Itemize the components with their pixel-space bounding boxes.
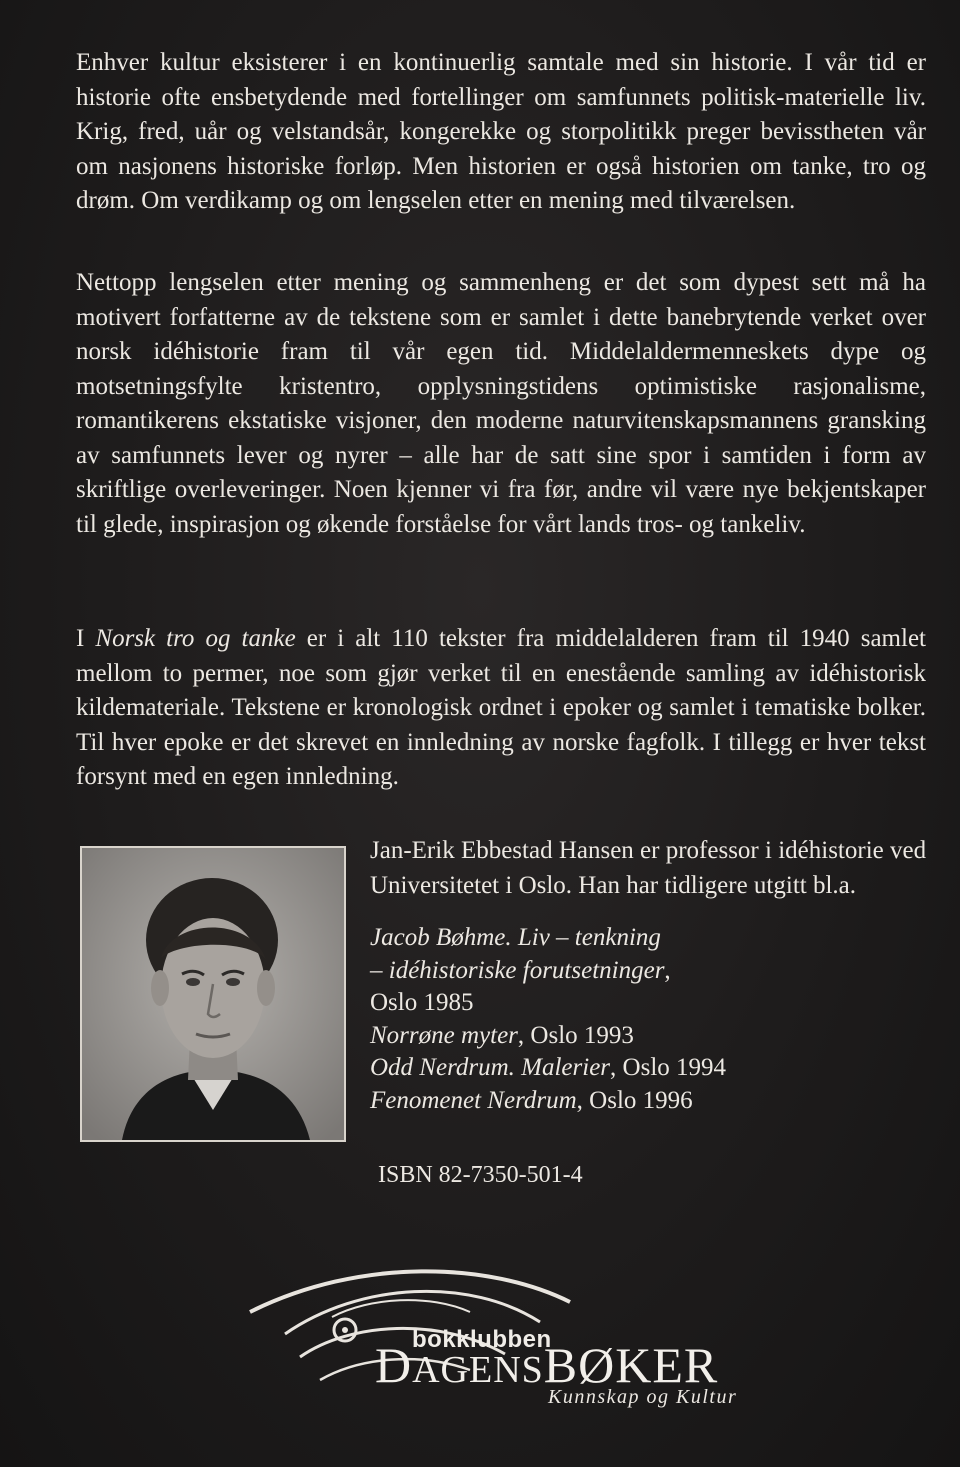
bibliography-details: , Oslo 1993 xyxy=(517,1021,634,1049)
bibliography-item xyxy=(370,987,940,1020)
blurb-paragraph-2: Nettopp lengselen etter mening og sammenheng er det som dypest sett må ha motivert forfatterne av de tekstene som er samlet i dette banebrytende verket over norsk idéhistorie fram til vår egen tid. Middelaldermenneskets dype og motsetningsfylte kristentro, opplysningstidens optimistiske rasjonalisme, romantikerens ekstatiske visjoner, den moderne naturvitenskapsmannens gransking av samfunnets lever og nyrer – alle har de satt sine spor i samtiden i form av skriftlige overleveringer. Noen kjenner vi fra før, andre vil være nye bekjentskaper til glede, inspirasjon og økende forståelse for vårt lands tros- og tankeliv. xyxy=(76,269,926,538)
publisher-tagline: Kunnskap og Kultur xyxy=(548,1386,738,1408)
bibliography-title: Jacob Bøhme. Liv – tenkning xyxy=(370,924,661,951)
publisher-name-boker: BØKER xyxy=(543,1337,719,1393)
bibliography-details: , xyxy=(664,956,671,984)
publisher-name-initial: D xyxy=(375,1337,413,1393)
bibliography-details: , Oslo 1996 xyxy=(576,1086,693,1114)
blurb-paragraph-1: Enhver kultur eksisterer i en kontinuerlig samtale med sin historie. I vår tid er historie ofte ensbetydende med fortellinger om samfunnets politisk-materielle liv. Krig, fred, uår og velstandsår, kongerekke og storpolitikk preger bevisstheten vår om nasjonens historiske forløp. Men historien er også historien om tanke, tro og drøm. Om verdikamp og om lengselen etter en mening med tilværelsen. xyxy=(76,49,926,214)
bibliography-details: , Oslo 1994 xyxy=(610,1054,727,1081)
isbn-number: ISBN 82-7350-501-4 xyxy=(378,1162,583,1188)
author-bibliography xyxy=(370,922,940,1117)
bibliography-item xyxy=(370,955,940,988)
publisher-name-small: AGENS xyxy=(412,1349,544,1391)
publisher-name-top: bokklubben xyxy=(412,1326,552,1353)
bibliography-item xyxy=(370,922,940,955)
bibliography-title: Norrøne myter xyxy=(370,1021,518,1049)
book-title: Norsk tro og tanke xyxy=(95,625,296,652)
author-portrait-image xyxy=(82,848,344,1140)
blurb-paragraph-3 xyxy=(76,622,926,795)
bibliography-item xyxy=(370,1052,940,1085)
author-photo xyxy=(80,846,346,1142)
bibliography-title: – idéhistoriske forutsetninger xyxy=(370,956,665,984)
bibliography-title: Odd Nerdrum. Malerier xyxy=(370,1054,611,1081)
bibliography-details: Oslo 1985 xyxy=(370,989,474,1016)
author-bio: Jan-Erik Ebbestad Hansen er professor i idéhistorie ved Universitetet i Oslo. Han har tidligere utgitt bl.a. xyxy=(370,837,927,899)
bibliography-title: Fenomenet Nerdrum xyxy=(370,1086,577,1114)
paragraph-3-text: er i alt 110 tekster fra middelalderen fram til 1940 samlet mellom to permer, noe som gjør verket til en enestående samling av idéhistorisk kildemateriale. Tekstene er kronologisk ordnet i epoker og samlet i tematiske bolker. Til hver epoke er det skrevet en innledning av norske fagfolk. I tillegg er hver tekst forsynt med en egen innledning. xyxy=(76,625,926,790)
bibliography-item xyxy=(370,1020,940,1053)
bibliography-item xyxy=(370,1085,940,1118)
paragraph-3-prefix: I xyxy=(76,625,96,652)
